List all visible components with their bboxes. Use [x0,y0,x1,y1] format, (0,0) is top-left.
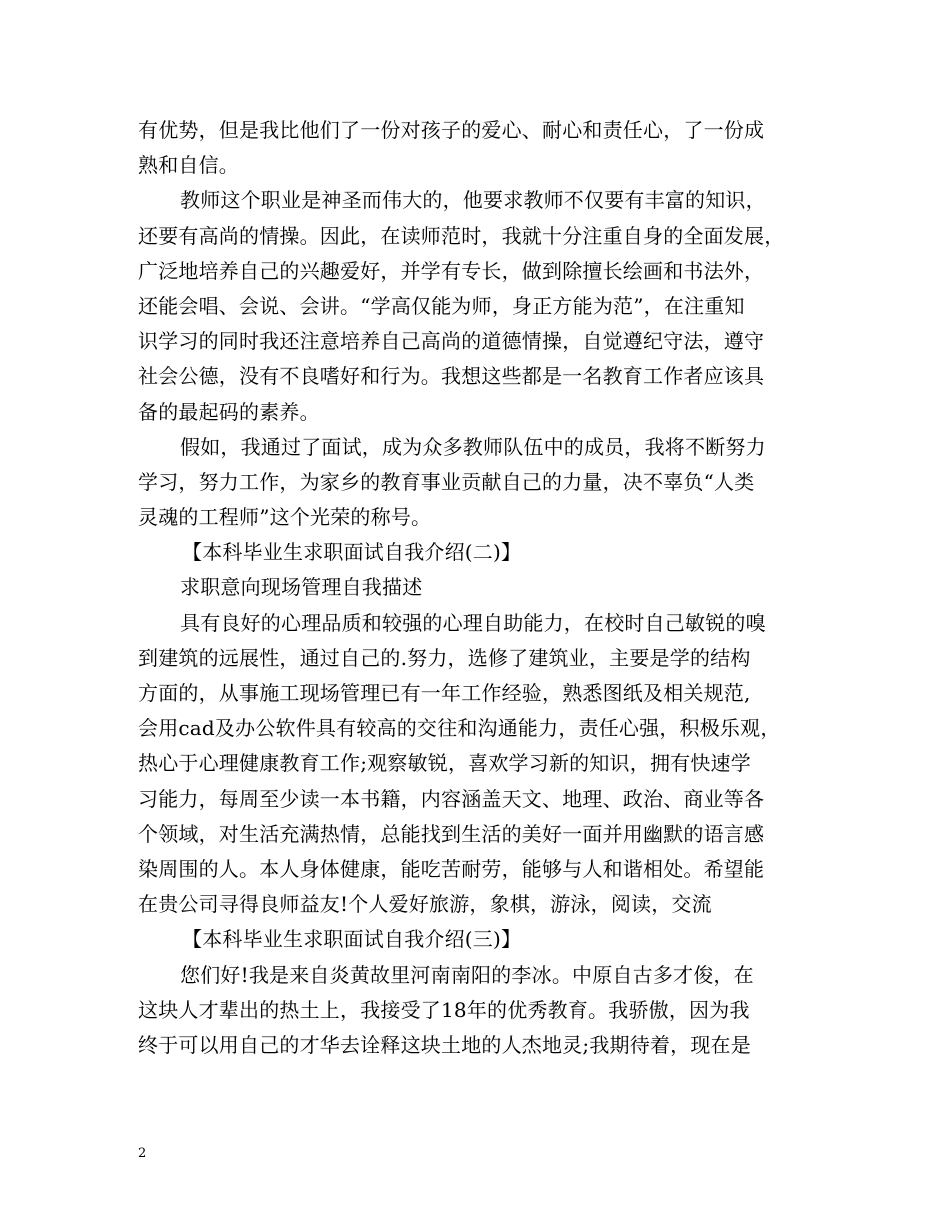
document-body [138,113,828,1063]
text-line: 这块人才辈出的热土上，我接受了18年的优秀教育。我骄傲，因为我 [138,997,750,1022]
text-line: 灵魂的工程师”这个光荣的称号。 [138,505,432,530]
section-subheading: 求职意向现场管理自我描述 [180,575,423,600]
section-heading: 【本科毕业生求职面试自我介绍(三)】 [182,927,522,952]
section-heading: 【本科毕业生求职面试自我介绍(二)】 [182,540,522,565]
text-line: 个领域，对生活充满热情，总能找到生活的美好一面并用幽默的语言感 [138,821,765,846]
text-line: 终于可以用自己的才华去诠释这块土地的人杰地灵;我期待着，现在是 [138,1032,751,1057]
text-line: 还能会唱、会说、会讲。“学高仅能为师，身正方能为范”，在注重知 [138,293,745,318]
text-line: 染周围的人。本人身体健康，能吃苦耐劳，能够与人和谐相处。希望能 [138,856,765,881]
text-line: 备的最起码的素养。 [138,399,320,424]
paragraph-start-line: 您们好!我是来自炎黄故里河南南阳的李冰。中原自古多才俊，在 [180,962,754,987]
text-line: 在贵公司寻得良师益友!个人爱好旅游，象棋，游泳，阅读，交流 [138,892,712,917]
paragraph-start-line: 假如，我通过了面试，成为众多教师队伍中的成员，我将不断努力 [180,434,766,459]
text-line: 还要有高尚的情操。因此，在读师范时，我就十分注重自身的全面发展， [138,223,785,248]
text-line: 热心于心理健康教育工作;观察敏锐，喜欢学习新的知识，拥有快速学 [138,751,751,776]
text-line: 广泛地培养自己的兴趣爱好，并学有专长，做到除擅长绘画和书法外， [138,258,765,283]
text-line: 习能力，每周至少读一本书籍，内容涵盖天文、地理、政治、商业等各 [138,786,765,811]
text-line: 熟和自信。 [138,153,239,178]
page-number: 2 [138,1146,147,1161]
paragraph-start-line: 具有良好的心理品质和较强的心理自助能力，在校时自己敏锐的嗅 [180,610,766,635]
text-line: 到建筑的远展性，通过自己的.努力，选修了建筑业，主要是学的结构 [138,645,751,670]
paragraph-start-line: 教师这个职业是神圣而伟大的，他要求教师不仅要有丰富的知识， [180,188,766,213]
text-line: 社会公德，没有不良嗜好和行为。我想这些都是一名教育工作者应该具 [138,364,765,389]
text-line: 会用cad及办公软件具有较高的交往和沟通能力，责任心强，积极乐观， [138,716,781,741]
text-line: 学习，努力工作，为家乡的教育事业贡献自己的力量，决不辜负“人类 [138,469,755,494]
text-line: 有优势，但是我比他们了一份对孩子的爱心、耐心和责任心，了一份成 [138,118,765,142]
text-line: 识学习的同时我还注意培养自己高尚的道德情操，自觉遵纪守法，遵守 [138,329,765,354]
text-line: 方面的，从事施工现场管理已有一年工作经验，熟悉图纸及相关规范, [138,681,751,705]
